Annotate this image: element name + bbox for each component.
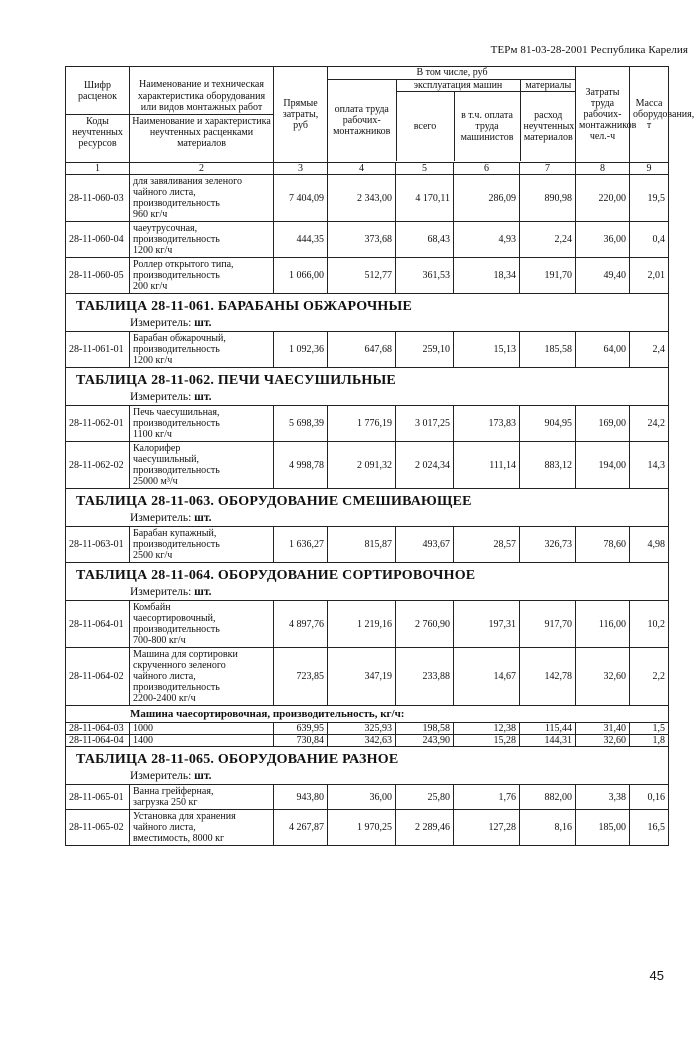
labor-pay-value: 342,63 <box>328 735 396 747</box>
materials-value: 326,73 <box>520 527 576 563</box>
header-machines-labor: в т.ч. оплата труда машинистов <box>454 91 520 161</box>
row-name-line: 25000 м³/ч <box>133 476 178 488</box>
mass-value: 2,4 <box>630 332 669 368</box>
section-heading <box>66 563 669 601</box>
header-code-bottom: Коды неучтенных ресурсов <box>66 114 129 150</box>
row-name-line: скрученного зеленого <box>133 659 226 671</box>
section-heading <box>66 489 669 527</box>
direct-costs-value: 4 267,87 <box>274 810 328 846</box>
machinist-pay-value: 12,38 <box>454 723 520 735</box>
row-name-line: 1200 кг/ч <box>133 355 173 367</box>
section-heading-row <box>66 294 669 332</box>
section-heading-row <box>66 368 669 406</box>
labor-hours-value: 49,40 <box>576 258 630 294</box>
row-name-line: производительность <box>133 539 220 551</box>
labor-hours-value: 31,40 <box>576 723 630 735</box>
section-meter <box>66 769 668 784</box>
row-name-line: производительность <box>133 465 220 477</box>
row-name-line: производительность <box>133 624 220 636</box>
machinist-pay-value: 173,83 <box>454 406 520 442</box>
section-meter <box>66 316 668 331</box>
row-name <box>130 332 274 368</box>
machinist-pay-value: 4,93 <box>454 222 520 258</box>
materials-value: 883,12 <box>520 442 576 489</box>
table-row <box>66 332 669 368</box>
direct-costs-value: 444,35 <box>274 222 328 258</box>
header-name <box>130 67 274 163</box>
header-name-top: Наименование и техническая характеристика оборудования или видов монтажных работ <box>137 79 266 113</box>
row-name-line: производительность <box>133 198 220 210</box>
labor-pay-value: 1 970,25 <box>328 810 396 846</box>
table-header <box>66 67 695 175</box>
header-materials: расход неучтенных материалов <box>523 109 575 144</box>
header-incl: В том числе, руб <box>328 67 576 79</box>
header-name-bottom: Наименование и характеристика неучтенных расценками материалов <box>130 114 273 150</box>
row-code: 28-11-060-04 <box>66 222 130 258</box>
machinist-pay-value: 1,76 <box>454 785 520 810</box>
machinist-pay-value: 14,67 <box>454 648 520 706</box>
materials-value: 115,44 <box>520 723 576 735</box>
machines-total-value: 198,58 <box>396 723 454 735</box>
row-code: 28-11-062-01 <box>66 406 130 442</box>
running-head: ТЕРм 81-03-28-2001 Республика Карелия <box>490 44 688 56</box>
column-number: 8 <box>576 163 630 175</box>
column-number: 4 <box>328 163 396 175</box>
row-name-line: производительность <box>133 234 220 246</box>
meter-unit: шт. <box>194 391 212 404</box>
row-name-line: Печь чаесушильная, <box>133 406 220 418</box>
table-row <box>66 442 669 489</box>
direct-costs-value: 4 998,78 <box>274 442 328 489</box>
materials-value: 191,70 <box>520 258 576 294</box>
mass-value: 10,2 <box>630 601 669 648</box>
section-heading-row <box>66 747 669 785</box>
materials-value: 917,70 <box>520 601 576 648</box>
section-meter <box>66 585 668 600</box>
section-meter <box>66 390 668 405</box>
mass-value: 14,3 <box>630 442 669 489</box>
table-row <box>66 735 669 747</box>
subheading-row <box>66 706 669 723</box>
meter-unit: шт. <box>194 317 212 330</box>
row-name-line: 2500 кг/ч <box>133 550 173 562</box>
labor-hours-value: 169,00 <box>576 406 630 442</box>
labor-pay-value: 512,77 <box>328 258 396 294</box>
table-row <box>66 810 669 846</box>
row-name-line: 200 кг/ч <box>133 281 168 293</box>
mass-value: 2,2 <box>630 648 669 706</box>
row-name-line: чаеутрусочная, <box>133 222 198 234</box>
row-name-line: 2200-2400 кг/ч <box>133 693 196 705</box>
header-labor: оплата труда рабочих-монтажников <box>328 79 396 161</box>
table-row <box>66 258 669 294</box>
price-table-sheet <box>65 66 695 846</box>
row-code: 28-11-065-02 <box>66 810 130 846</box>
labor-pay-value: 2 343,00 <box>328 175 396 222</box>
direct-costs-value: 7 404,09 <box>274 175 328 222</box>
header-code-top: Шифр расценок <box>78 79 117 102</box>
machinist-pay-value: 127,28 <box>454 810 520 846</box>
machines-total-value: 25,80 <box>396 785 454 810</box>
labor-pay-value: 373,68 <box>328 222 396 258</box>
meter-label: Измеритель: <box>130 317 192 330</box>
column-number: 6 <box>454 163 520 175</box>
section-title: ТАБЛИЦА 28-11-061. БАРАБАНЫ ОБЖАРОЧНЫЕ <box>76 299 413 315</box>
meter-label: Измеритель: <box>130 586 192 599</box>
machines-total-value: 259,10 <box>396 332 454 368</box>
row-name-line: Роллер открытого типа, <box>133 258 234 270</box>
row-name-line: вместимость, 8000 кг <box>133 833 225 845</box>
table-row <box>66 648 669 706</box>
row-name-line: Калорифер <box>133 442 181 454</box>
table-row <box>66 406 669 442</box>
column-numbers-row <box>66 163 669 175</box>
row-code: 28-11-064-02 <box>66 648 130 706</box>
header-materials-group: материалы <box>520 79 576 91</box>
row-code: 28-11-064-01 <box>66 601 130 648</box>
price-table <box>65 66 695 846</box>
machines-total-value: 243,90 <box>396 735 454 747</box>
table-row <box>66 601 669 648</box>
mass-value: 16,5 <box>630 810 669 846</box>
labor-pay-value: 1 776,19 <box>328 406 396 442</box>
direct-costs-value: 639,95 <box>274 723 328 735</box>
direct-costs-value: 730,84 <box>274 735 328 747</box>
column-number: 3 <box>274 163 328 175</box>
materials-value: 904,95 <box>520 406 576 442</box>
row-name-line: 1200 кг/ч <box>133 245 173 257</box>
row-name-line: 960 кг/ч <box>133 209 168 221</box>
machines-total-value: 2 289,46 <box>396 810 454 846</box>
row-name <box>130 601 274 648</box>
row-name <box>130 222 274 258</box>
subheading <box>66 706 669 723</box>
labor-hours-value: 36,00 <box>576 222 630 258</box>
row-name: 1400 <box>130 735 274 747</box>
materials-value: 142,78 <box>520 648 576 706</box>
row-name <box>130 442 274 489</box>
meter-label: Измеритель: <box>130 391 192 404</box>
direct-costs-value: 1 092,36 <box>274 332 328 368</box>
row-code: 28-11-060-05 <box>66 258 130 294</box>
row-name-line: Барабан купажный, <box>133 527 217 539</box>
row-name-line: Установка для хранения <box>133 810 236 822</box>
header-machines-total: всего <box>396 91 454 161</box>
direct-costs-value: 5 698,39 <box>274 406 328 442</box>
labor-pay-value: 347,19 <box>328 648 396 706</box>
column-number: 1 <box>66 163 130 175</box>
machines-total-value: 361,53 <box>396 258 454 294</box>
mass-value: 2,01 <box>630 258 669 294</box>
labor-hours-value: 194,00 <box>576 442 630 489</box>
column-number: 5 <box>396 163 454 175</box>
labor-hours-value: 32,60 <box>576 648 630 706</box>
row-name <box>130 406 274 442</box>
header-incl-table <box>328 67 576 161</box>
labor-hours-value: 64,00 <box>576 332 630 368</box>
subheading-text: Машина чаесортировочная, производительность, кг/ч: <box>130 708 405 721</box>
row-name <box>130 648 274 706</box>
column-number: 2 <box>130 163 274 175</box>
machinist-pay-value: 111,14 <box>454 442 520 489</box>
row-name-line: чаесушильный, <box>133 454 199 465</box>
section-heading <box>66 747 669 785</box>
row-name <box>130 527 274 563</box>
labor-hours-value: 116,00 <box>576 601 630 648</box>
materials-value: 185,58 <box>520 332 576 368</box>
mass-value: 19,5 <box>630 175 669 222</box>
row-name-line: чайного листа, <box>133 671 196 683</box>
row-code: 28-11-064-03 <box>66 723 130 735</box>
materials-value: 8,16 <box>520 810 576 846</box>
header-incl-group <box>328 67 576 163</box>
row-name: 1000 <box>130 723 274 735</box>
labor-pay-value: 2 091,32 <box>328 442 396 489</box>
direct-costs-value: 1 636,27 <box>274 527 328 563</box>
materials-value: 890,98 <box>520 175 576 222</box>
page-number: 45 <box>649 968 664 983</box>
mass-value: 1,5 <box>630 723 669 735</box>
row-name-line: чайного листа, <box>133 187 196 198</box>
meter-label: Измеритель: <box>130 512 192 525</box>
row-code: 28-11-060-03 <box>66 175 130 222</box>
meter-unit: шт. <box>194 586 212 599</box>
machinist-pay-value: 18,34 <box>454 258 520 294</box>
mass-value: 4,98 <box>630 527 669 563</box>
materials-value: 144,31 <box>520 735 576 747</box>
section-meter <box>66 511 668 526</box>
header-code <box>66 67 130 163</box>
table-body <box>66 175 669 846</box>
row-name <box>130 810 274 846</box>
table-row <box>66 723 669 735</box>
direct-costs-value: 4 897,76 <box>274 601 328 648</box>
row-code: 28-11-062-02 <box>66 442 130 489</box>
machines-total-value: 2 760,90 <box>396 601 454 648</box>
meter-label: Измеритель: <box>130 770 192 783</box>
header-row <box>66 67 669 163</box>
section-heading <box>66 294 669 332</box>
header-mass: Масса оборудования, т <box>630 67 669 163</box>
section-heading-row <box>66 563 669 601</box>
row-name-line: Машина для сортировки <box>133 648 238 660</box>
machinist-pay-value: 15,13 <box>454 332 520 368</box>
machinist-pay-value: 286,09 <box>454 175 520 222</box>
machinist-pay-value: 15,28 <box>454 735 520 747</box>
machines-total-value: 4 170,11 <box>396 175 454 222</box>
header-labor-costs: Затраты труда рабочих-монтажников чел.-ч <box>576 67 630 163</box>
mass-value: 0,16 <box>630 785 669 810</box>
row-name-line: 700-800 кг/ч <box>133 635 186 647</box>
table-row <box>66 527 669 563</box>
row-name-line: 1100 кг/ч <box>133 429 172 441</box>
labor-pay-value: 36,00 <box>328 785 396 810</box>
row-code: 28-11-061-01 <box>66 332 130 368</box>
labor-pay-value: 647,68 <box>328 332 396 368</box>
labor-hours-value: 32,60 <box>576 735 630 747</box>
meter-unit: шт. <box>194 512 212 525</box>
machines-total-value: 3 017,25 <box>396 406 454 442</box>
labor-pay-value: 1 219,16 <box>328 601 396 648</box>
section-heading <box>66 368 669 406</box>
header-machines: эксплуатация машин <box>396 79 520 91</box>
table-row <box>66 222 669 258</box>
section-title: ТАБЛИЦА 28-11-064. ОБОРУДОВАНИЕ СОРТИРОВОЧНОЕ <box>76 568 476 584</box>
direct-costs-value: 723,85 <box>274 648 328 706</box>
row-name-line: чайного листа, <box>133 822 196 834</box>
machines-total-value: 68,43 <box>396 222 454 258</box>
row-name-line: чаесортировочный, <box>133 613 216 624</box>
row-name-line: производительность <box>133 682 220 694</box>
machines-total-value: 2 024,34 <box>396 442 454 489</box>
row-name <box>130 785 274 810</box>
header-direct-costs: Прямые затраты, руб <box>274 67 328 163</box>
labor-hours-value: 220,00 <box>576 175 630 222</box>
row-code: 28-11-063-01 <box>66 527 130 563</box>
materials-value: 882,00 <box>520 785 576 810</box>
mass-value: 24,2 <box>630 406 669 442</box>
labor-pay-value: 815,87 <box>328 527 396 563</box>
row-name-line: Комбайн <box>133 601 171 613</box>
row-name-line: Ванна грейферная, <box>133 786 214 797</box>
row-name-line: производительность <box>133 418 220 430</box>
row-name <box>130 258 274 294</box>
labor-hours-value: 78,60 <box>576 527 630 563</box>
column-number: 9 <box>630 163 669 175</box>
labor-hours-value: 3,38 <box>576 785 630 810</box>
row-name <box>130 175 274 222</box>
direct-costs-value: 1 066,00 <box>274 258 328 294</box>
labor-hours-value: 185,00 <box>576 810 630 846</box>
row-code: 28-11-065-01 <box>66 785 130 810</box>
section-heading-row <box>66 489 669 527</box>
direct-costs-value: 943,80 <box>274 785 328 810</box>
table-row <box>66 175 669 222</box>
labor-pay-value: 325,93 <box>328 723 396 735</box>
machinist-pay-value: 197,31 <box>454 601 520 648</box>
machines-total-value: 233,88 <box>396 648 454 706</box>
section-title: ТАБЛИЦА 28-11-063. ОБОРУДОВАНИЕ СМЕШИВАЮЩЕЕ <box>76 494 472 510</box>
row-name-line: Барабан обжарочный, <box>133 332 226 344</box>
row-code: 28-11-064-04 <box>66 735 130 747</box>
column-number: 7 <box>520 163 576 175</box>
row-name-line: производительность <box>133 344 220 356</box>
row-name-line: производительность <box>133 270 220 282</box>
machinist-pay-value: 28,57 <box>454 527 520 563</box>
mass-value: 1,8 <box>630 735 669 747</box>
row-name-line: для завяливания зеленого <box>133 175 242 187</box>
table-row <box>66 785 669 810</box>
row-name-line: загрузка 250 кг <box>133 797 198 809</box>
machines-total-value: 493,67 <box>396 527 454 563</box>
materials-value: 2,24 <box>520 222 576 258</box>
section-title: ТАБЛИЦА 28-11-062. ПЕЧИ ЧАЕСУШИЛЬНЫЕ <box>76 373 396 389</box>
mass-value: 0,4 <box>630 222 669 258</box>
meter-unit: шт. <box>194 770 212 783</box>
section-title: ТАБЛИЦА 28-11-065. ОБОРУДОВАНИЕ РАЗНОЕ <box>76 752 399 768</box>
